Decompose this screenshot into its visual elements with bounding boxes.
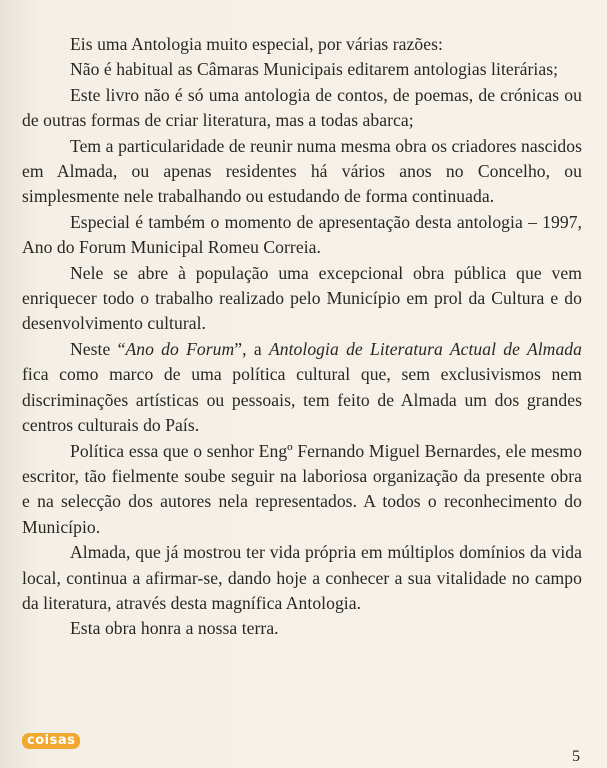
paragraph: Não é habitual as Câmaras Municipais editarem antologias literárias;	[70, 59, 559, 80]
paragraph: Esta obra honra a nossa terra.	[70, 618, 279, 639]
watermark-logo: coisas	[22, 733, 80, 749]
paragraph: Almada, que já mostrou ter vida própria em múltiplos domínios da vida local, continua a afirmar-se, dando hoje a conhecer a sua vitalidade no campo da literatura, através desta magnífica Antologia.	[22, 542, 582, 613]
text-run: Neste “	[70, 338, 126, 359]
page-number: 5	[572, 748, 580, 765]
paragraph-mixed	[22, 337, 582, 439]
italic-title-run: Antologia de Literatura Actual de Almada	[268, 338, 582, 359]
italic-title-run: Ano do Forum	[125, 338, 235, 359]
paragraph: Especial é também o momento de apresentação desta antologia – 1997, Ano do Forum Municipal Romeu Correia.	[22, 211, 582, 258]
paragraph: Eis uma Antologia muito especial, por várias razões:	[70, 34, 443, 54]
paragraph: Este livro não é só uma antologia de contos, de poemas, de crónicas ou de outras formas de criar literatura, mas a todas abarca;	[22, 84, 582, 131]
text-run: ”, a	[234, 338, 269, 359]
text-run: fica como marco de uma política cultural que, sem exclusivismos nem discriminações artísticas ou pessoais, tem feito de Almada um dos grandes centros culturais do País.	[22, 364, 582, 436]
body-text	[22, 32, 582, 642]
paragraph: Política essa que o senhor Engº Fernando Miguel Bernardes, ele mesmo escritor, tão fielmente soube seguir na laboriosa organização da presente obra e na selecção dos autores nela representados. A todos o reconhecimento do Município.	[22, 440, 582, 537]
paragraph: Nele se abre à população uma excepcional obra pública que vem enriquecer todo o trabalho realizado pelo Município em prol da Cultura e do desenvolvimento cultural.	[22, 262, 582, 334]
paragraph: Tem a particularidade de reunir numa mesma obra os criadores nascidos em Almada, ou apenas residentes há vários anos no Concelho, ou simplesmente nele trabalhando ou estudando de forma continuada.	[22, 135, 582, 207]
